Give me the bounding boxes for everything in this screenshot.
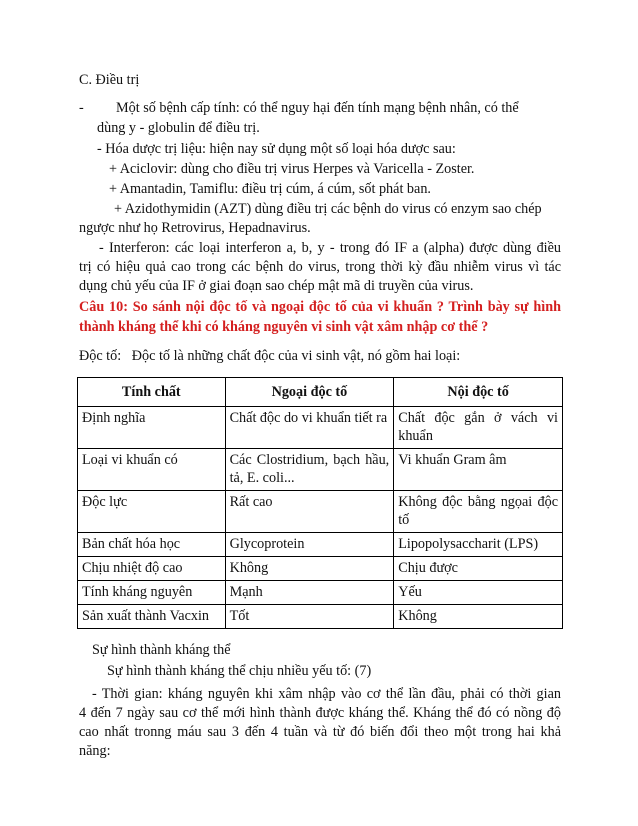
table-cell: Chất độc do vi khuẩn tiết ra (225, 407, 394, 449)
paragraph-line: cao nhất tronng máu sau 3 đến 4 tuần và từ đó biến đổi theo một trong hai khả (79, 724, 561, 740)
paragraph-line: - Thời gian: kháng nguyên khi xâm nhập vào cơ thể lần đầu, phải có thời gian (92, 686, 561, 702)
table-cell: Rất cao (225, 491, 394, 533)
paragraph-line: năng: (79, 743, 111, 759)
toxin-comparison-table (77, 377, 563, 629)
paragraph-line: + Amantadin, Tamiflu: điều trị cúm, á cúm, sốt phát ban. (109, 181, 431, 197)
table-cell: Loại vi khuẩn có (78, 449, 226, 491)
paragraph-line: Sự hình thành kháng thể chịu nhiều yếu tố: (7) (107, 663, 372, 679)
section-subheading: Sự hình thành kháng thể (92, 642, 231, 658)
table-cell: Glycoprotein (225, 533, 394, 557)
toxin-intro: Độc tố: Độc tố là những chất độc của vi sinh vật, nó gồm hai loại: (79, 348, 461, 364)
table-cell: Các Clostridium, bạch hầu, tả, E. coli... (225, 449, 394, 491)
paragraph-line: dụng chủ yếu của IF ở giai đoạn sao chép mật mã di truyền của virus. (79, 278, 474, 294)
table-cell: Bản chất hóa học (78, 533, 226, 557)
question-heading: Câu 10: So sánh nội độc tố và ngoại độc tố của vi khuẩn ? Trình bày sự hình (79, 299, 561, 315)
table-row (78, 581, 563, 605)
table-cell: Chịu được (394, 557, 563, 581)
table-row (78, 557, 563, 581)
table-cell: Vi khuẩn Gram âm (394, 449, 563, 491)
table-header-cell: Nội độc tố (394, 378, 563, 407)
table-row (78, 605, 563, 629)
list-dash: - (79, 100, 84, 116)
paragraph-line: + Aciclovir: dùng cho điều trị virus Herpes và Varicella - Zoster. (109, 161, 475, 177)
paragraph-line: trị có hiệu quả cao trong các bệnh do virus, trong thời kỳ đầu nhiễm virus vì tác (79, 259, 561, 275)
question-heading: thành kháng thể khi có kháng nguyên vi sinh vật xâm nhập cơ thể ? (79, 319, 489, 335)
table-cell: Không độc bằng ngọai độc tố (394, 491, 563, 533)
table-cell: Mạnh (225, 581, 394, 605)
table-cell: Định nghĩa (78, 407, 226, 449)
paragraph-line: + Azidothymidin (AZT) dùng điều trị các bệnh do virus có enzym sao chép (114, 201, 542, 217)
table-header-cell: Ngoại độc tố (225, 378, 394, 407)
table-cell: Không (225, 557, 394, 581)
table-header-row (78, 378, 563, 407)
paragraph-line: ngược như họ Retrovirus, Hepadnavirus. (79, 220, 311, 236)
table-cell: Độc lực (78, 491, 226, 533)
table-cell: Lipopolysaccharit (LPS) (394, 533, 563, 557)
table-row (78, 491, 563, 533)
paragraph-line: - Interferon: các loại interferon a, b, y - trong đó IF a (alpha) được dùng điều (99, 240, 561, 256)
section-heading: C. Điều trị (79, 72, 140, 88)
paragraph-line: Một số bệnh cấp tính: có thể nguy hại đến tính mạng bệnh nhân, có thể (116, 100, 519, 116)
table-cell: Tính kháng nguyên (78, 581, 226, 605)
paragraph-line: 4 đến 7 ngày sau cơ thể mới hình thành được kháng thể. Kháng thể đó có nồng độ (79, 705, 561, 721)
table-row (78, 407, 563, 449)
table-cell: Yếu (394, 581, 563, 605)
table-row (78, 533, 563, 557)
table-cell: Tốt (225, 605, 394, 629)
table-cell: Sản xuất thành Vacxin (78, 605, 226, 629)
table-cell: Không (394, 605, 563, 629)
table-header-cell: Tính chất (78, 378, 226, 407)
table-cell: Chịu nhiệt độ cao (78, 557, 226, 581)
table-cell: Chất độc gắn ở vách vi khuẩn (394, 407, 563, 449)
table-row (78, 449, 563, 491)
paragraph-line: - Hóa dược trị liệu: hiện nay sử dụng một số loại hóa dược sau: (97, 141, 456, 157)
paragraph-line: dùng y - globulin để điều trị. (97, 120, 260, 136)
